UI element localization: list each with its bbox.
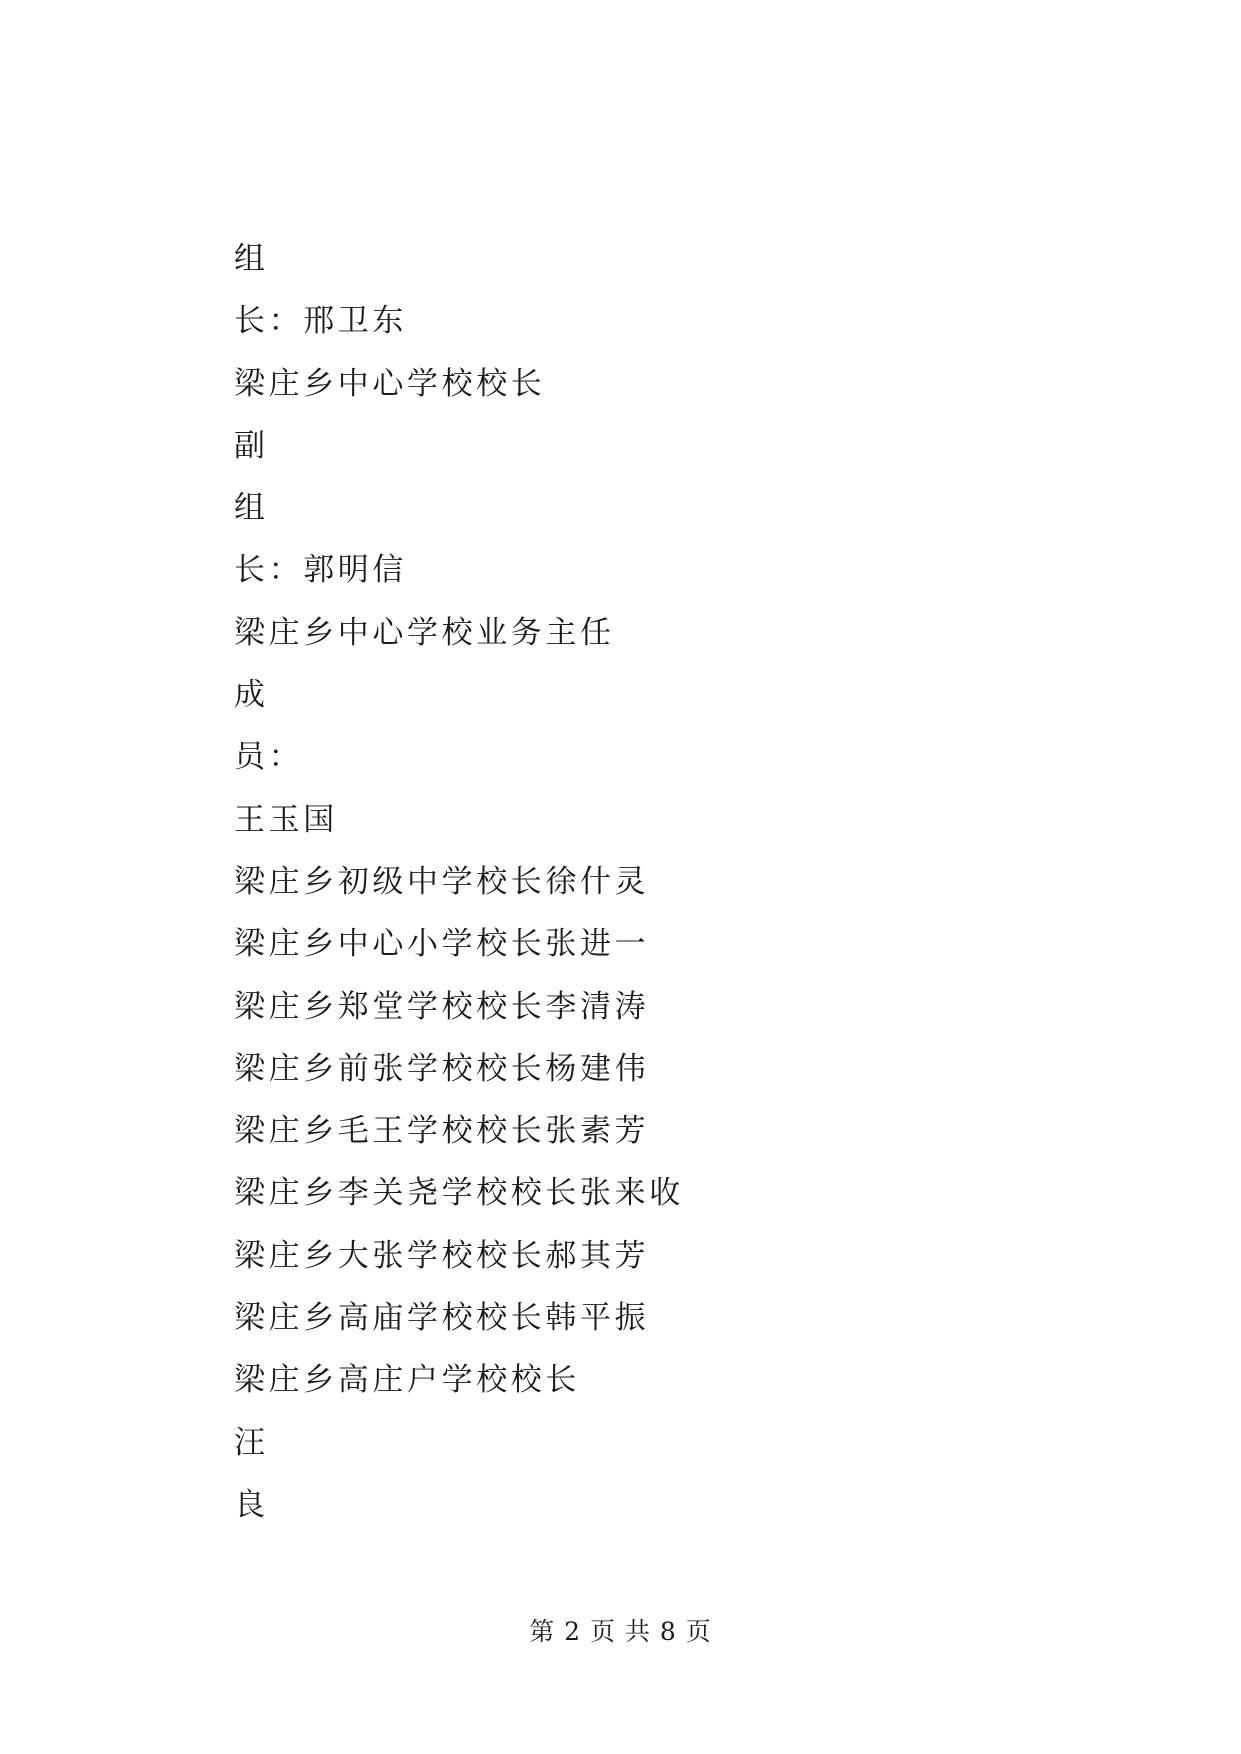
text-line: 王玉国: [234, 801, 338, 838]
text-line: 长：邢卫东: [234, 303, 407, 340]
text-line: 长：郭明信: [234, 552, 407, 589]
text-line: 梁庄乡中心学校业务主任: [234, 614, 615, 651]
text-line: 梁庄乡中心学校校长: [234, 365, 546, 402]
text-line: 梁庄乡大张学校校长郝其芳: [234, 1237, 650, 1274]
text-line: 梁庄乡李关尧学校校长张来收: [234, 1175, 684, 1212]
document-body: [234, 228, 1034, 1536]
text-line: 梁庄乡高庄户学校校长: [234, 1362, 580, 1399]
text-line: 员：: [234, 739, 304, 776]
text-line: 梁庄乡前张学校校长杨建伟: [234, 1050, 650, 1087]
text-line: 梁庄乡郑堂学校校长李清涛: [234, 988, 650, 1025]
text-line: 成: [234, 677, 269, 714]
text-line: 梁庄乡初级中学校长徐什灵: [234, 863, 650, 900]
page-number-footer: 第 2 页 共 8 页: [529, 1617, 712, 1646]
text-line: 组: [234, 490, 269, 527]
text-line: 梁庄乡中心小学校长张进一: [234, 926, 650, 963]
text-line: 梁庄乡毛王学校校长张素芳: [234, 1113, 650, 1150]
text-line: 组: [234, 241, 269, 277]
text-line: 副: [234, 427, 269, 464]
text-line: 梁庄乡高庙学校校长韩平振: [234, 1300, 650, 1337]
text-line: 良: [234, 1486, 269, 1523]
text-line: 汪: [234, 1424, 269, 1461]
